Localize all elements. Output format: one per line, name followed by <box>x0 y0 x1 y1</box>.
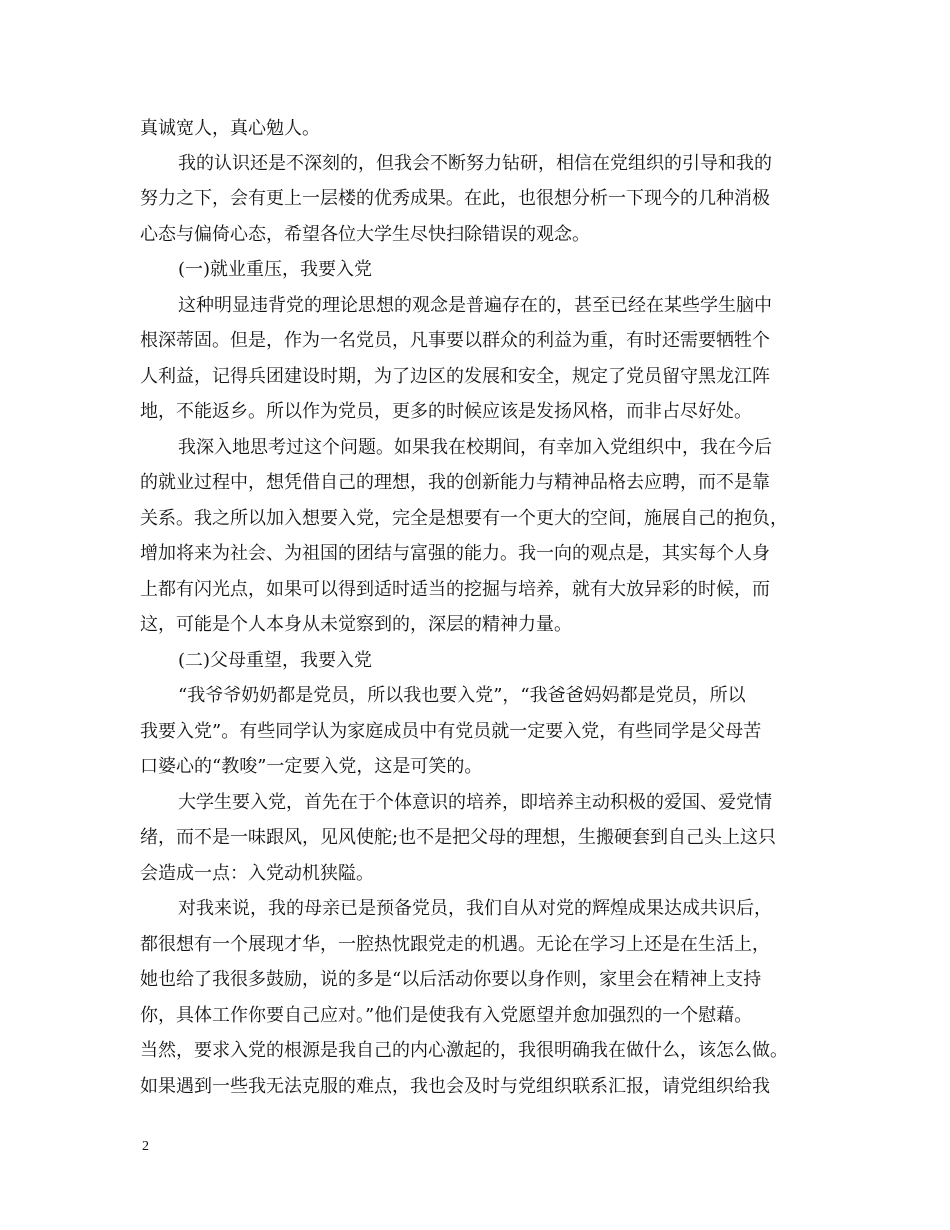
text-line: 我要入党”。有些同学认为家庭成员中有党员就一定要入党，有些同学是父母苦 <box>140 721 762 742</box>
text-line: “我爷爷奶奶都是党员，所以我也要入党”，“我爸爸妈妈都是党员，所以 <box>178 685 746 706</box>
section-heading: (二)父母重望，我要入党 <box>178 650 373 671</box>
text-line: 口婆心的“教唆”一定要入党，这是可笑的。 <box>140 756 483 777</box>
text-line: 我的认识还是不深刻的，但我会不断努力钻研，相信在党组织的引导和我的 <box>178 153 772 174</box>
text-line: 她也给了我很多鼓励，说的多是“以后活动你要以身作则，家里会在精神上支持 <box>140 969 762 990</box>
text-line: 真诚宽人，真心勉人。 <box>140 118 320 139</box>
text-line: 这种明显违背党的理论思想的观念是普遍存在的，甚至已经在某些学生脑中 <box>178 295 772 316</box>
text-line: 根深蒂固。但是，作为一名党员，凡事要以群众的利益为重，有时还需要牺牲个 <box>140 330 770 351</box>
text-line: 关系。我之所以加入想要入党，完全是想要有一个更大的空间，施展自己的抱负， <box>140 508 788 529</box>
text-line: 的就业过程中，想凭借自己的理想，我的创新能力与精神品格去应聘，而不是靠 <box>140 472 770 493</box>
text-line: 你，具体工作你要自己应对。”他们是使我有入党愿望并愈加强烈的一个慰藉。 <box>140 1005 753 1026</box>
text-line: 这，可能是个人本身从未觉察到的，深层的精神力量。 <box>140 614 572 635</box>
text-line: 对我来说，我的母亲已是预备党员，我们自从对党的辉煌成果达成共识后， <box>178 898 772 919</box>
text-line: 会造成一点：入党动机狭隘。 <box>140 863 374 884</box>
page-number: 2 <box>142 1139 149 1154</box>
text-line: 地，不能返乡。所以作为党员，更多的时候应该是发扬风格，而非占尽好处。 <box>140 401 752 422</box>
text-line: 增加将来为社会、为祖国的团结与富强的能力。我一向的观点是，其实每个人身 <box>140 543 770 564</box>
text-line: 大学生要入党，首先在于个体意识的培养，即培养主动积极的爱国、爱党情 <box>178 792 772 813</box>
text-line: 人利益，记得兵团建设时期，为了边区的发展和安全，规定了党员留守黑龙江阵 <box>140 366 770 387</box>
text-line: 绪，而不是一味跟风，见风使舵;也不是把父母的理想，生搬硬套到自己头上这只 <box>140 827 777 848</box>
text-line: 都很想有一个展现才华，一腔热忱跟党走的机遇。无论在学习上还是在生活上， <box>140 934 770 955</box>
text-line: 我深入地思考过这个问题。如果我在校期间，有幸加入党组织中，我在今后 <box>178 437 772 458</box>
text-line: 努力之下，会有更上一层楼的优秀成果。在此，也很想分析一下现今的几种消极 <box>140 188 770 209</box>
section-heading: (一)就业重压，我要入党 <box>178 259 373 280</box>
text-line: 上都有闪光点，如果可以得到适时适当的挖掘与培养，就有大放异彩的时候，而 <box>140 579 770 600</box>
text-line: 如果遇到一些我无法克服的难点，我也会及时与党组织联系汇报，请党组织给我 <box>140 1076 770 1097</box>
text-line: 心态与偏倚心态，希望各位大学生尽快扫除错误的观念。 <box>140 224 590 245</box>
text-line: 当然，要求入党的根源是我自己的内心激起的，我很明确我在做什么，该怎么做。 <box>140 1040 788 1061</box>
